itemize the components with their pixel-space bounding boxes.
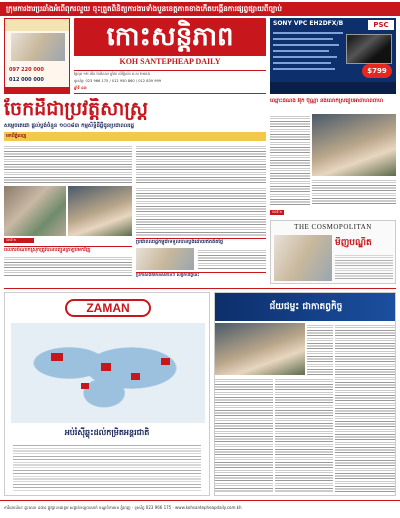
issue-info	[74, 70, 266, 94]
zaman-map	[11, 323, 205, 423]
ad-phone: 097 220 000	[9, 67, 44, 73]
headline-subhead	[4, 121, 266, 131]
cosmo-photo	[274, 235, 332, 281]
middle-story-title: ប្រជាពលរដ្ឋកម្ពុជាទទួលបានប្លង់ដោយឥតគិតថ្លៃ	[136, 239, 224, 245]
headline-story-body	[4, 144, 132, 184]
headline-main: ចែកដីជាប្រវត្តិសាស្ត្រ	[4, 98, 148, 120]
lower-mid-story	[136, 272, 266, 284]
cosmo-brand: THE COSMOPOLITAN	[294, 223, 372, 231]
psc-logo	[368, 20, 394, 30]
side-story-photo	[312, 114, 396, 176]
top-banner-text: ក្រុមការងារប្រឆាំងអំពើពុករលួយ ចុះត្រួតពិនិត្យការងារទាំងបួនខេត្តភាគខាងកើតបង្កើនការផ្សព្វផ្សាយពីច្បាប់	[6, 4, 282, 13]
middle-story-body	[198, 248, 266, 270]
laptop-ad-title: SONY VPC EH2DFX/B	[273, 20, 344, 27]
zaman-logo	[65, 299, 151, 317]
side-story	[270, 98, 396, 208]
main-headline	[4, 98, 266, 120]
headline-kicker-bar	[4, 132, 266, 141]
section-divider	[4, 288, 396, 289]
newspaper-subtitle: KOH SANTEPHEAP DAILY	[119, 57, 221, 66]
headline-page-tag: ទំព័រទី ២	[4, 238, 34, 243]
election-ad	[214, 292, 396, 496]
side-story-title: ឈ្មោះដំណឹង អ៊ុក ប៊ុណ្ណា នឹងលោកស្រីរៀបអាពាហ៍ពិពាហ៍	[270, 98, 384, 104]
cosmo-tagline: មិញបណ្ឌិត	[335, 238, 372, 248]
lower-left-title: ពលករចំណាកស្រុកត្រូវបានបញ្ជូនត្រឡប់មកវិញ	[4, 247, 91, 253]
top-banner	[0, 2, 400, 16]
side-story-body-2	[312, 178, 396, 206]
zaman-ad	[4, 292, 210, 496]
footer-text: ការិយាល័យ: ផ្ទះលេខ ៤៧៤ ផ្លូវព្រះនរោត្តម សង្កាត់ទន្លេបាសាក់ ខណ្ឌចំការមន ភ្នំពេញ · ទូរស័ព្ទ 023 966 175 · www.kohsantepheapdaily.com.kh	[4, 505, 242, 510]
lower-mid-title: ប្រកាសព័ត៌មានសំខាន់ៗ សម្រាប់ថ្ងៃនេះ	[136, 273, 200, 278]
ad-product-image	[11, 33, 65, 61]
zaman-brand: ZAMAN	[86, 301, 130, 315]
election-body-4	[307, 323, 333, 375]
page-footer	[0, 500, 400, 514]
psc-brand: PSC	[373, 21, 389, 29]
year-line: ឆ្នាំទី ៤៣	[74, 86, 87, 90]
middle-story-photo	[136, 248, 194, 270]
election-body-1	[215, 377, 273, 493]
price-badge	[362, 64, 392, 78]
contact-line: ទូរស័ព្ទ: 023 966 175 / 012 950 860 / 012 839 999	[74, 79, 162, 83]
headline-kicker: មកពីភ្នំពេញ	[6, 134, 27, 139]
cosmopolitan-ad	[270, 220, 396, 284]
headline-story-body-3	[136, 186, 266, 236]
headline-photo-1	[4, 186, 66, 236]
issue-line: ថ្ងៃពុធ ១២ កើត ខែពិសាខ ឆ្នាំវក សំរឹទ្ធិស័ក ព.ស ២៥៥៦	[74, 72, 151, 76]
masthead-left-ad	[4, 18, 70, 94]
election-body-2	[275, 377, 333, 493]
election-title: ជ័យជម្នះ ជាកាតព្វកិច្ច	[269, 302, 343, 312]
laptop-ad	[270, 18, 396, 94]
zaman-footer: អប់រំស៊ីឆ្លុះដល់កម្រិតអន្តរជាតិ	[64, 428, 150, 437]
newspaper-title: កោះសន្តិភាព	[106, 22, 234, 52]
side-story-page-tag: ទំព័រទី ២	[272, 210, 282, 214]
zaman-contact	[13, 443, 201, 491]
lower-left-story	[4, 246, 132, 280]
election-body-3	[335, 323, 395, 493]
ad-phone-2: 012 000 000	[9, 77, 44, 83]
masthead-logo	[74, 18, 266, 68]
election-photo	[215, 323, 305, 375]
side-story-body	[270, 114, 310, 206]
laptop-image	[346, 34, 392, 64]
election-header	[215, 293, 396, 321]
headline-photo-2	[68, 186, 132, 236]
headline-story-body-2	[136, 144, 266, 184]
middle-story	[136, 238, 266, 270]
headline-sub: សម្ដេចតេជោ ផ្ដល់ប្លង់ចំនួន ១០០៨៣ កម្មសិទ្ធិដីធ្លីជូនប្រជាពលរដ្ឋ	[4, 123, 135, 129]
price-label: $799	[367, 67, 387, 75]
